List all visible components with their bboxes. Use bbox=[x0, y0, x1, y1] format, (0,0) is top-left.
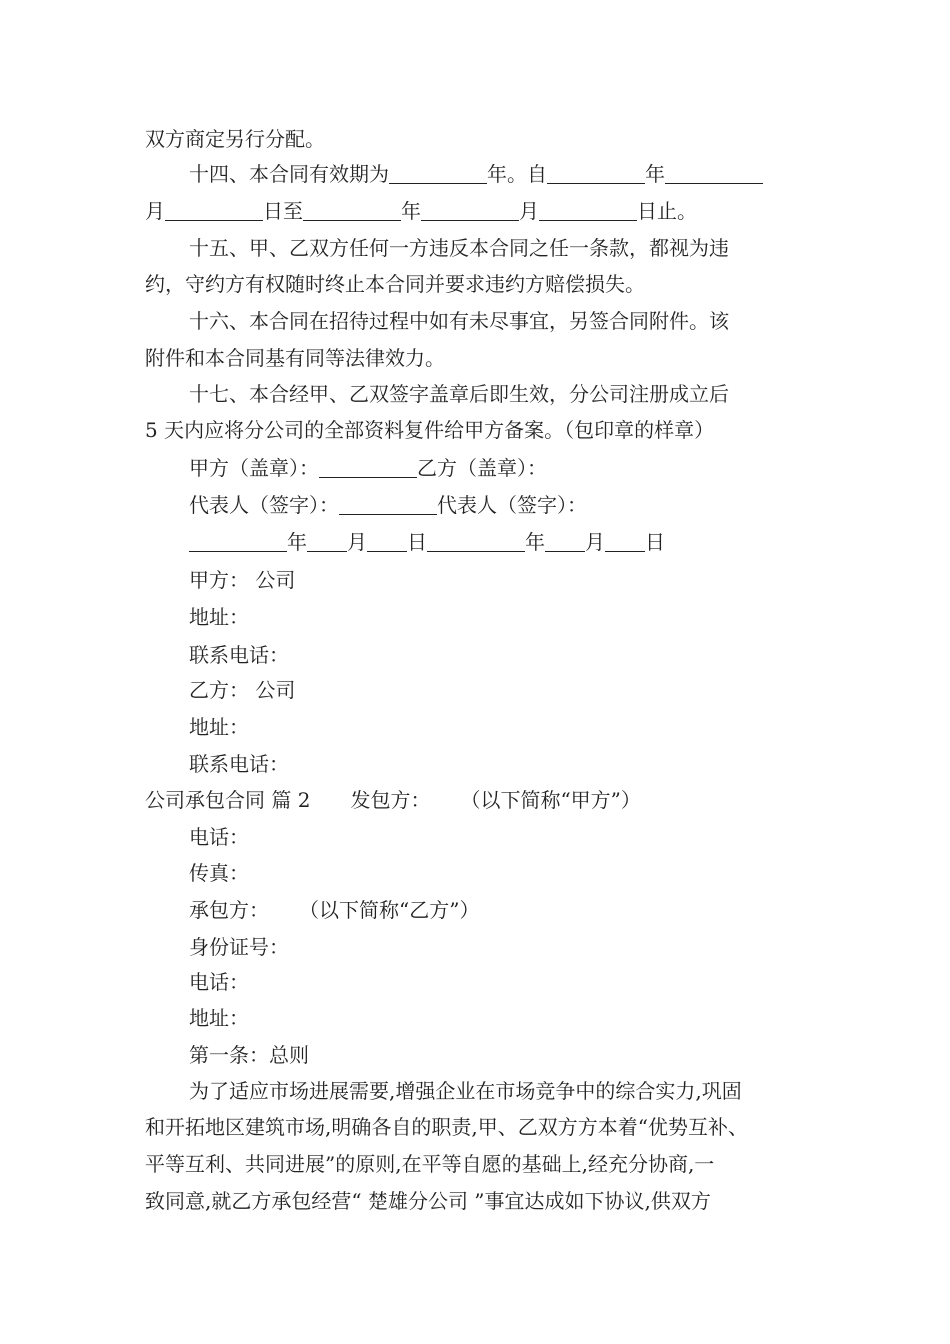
blank-underline bbox=[339, 494, 437, 515]
text: 地址： bbox=[189, 605, 249, 629]
text: 地址： bbox=[189, 715, 249, 739]
text: 联系电话： bbox=[189, 752, 289, 776]
text: 身份证号： bbox=[189, 935, 289, 959]
text: （以下简称“乙方”） bbox=[299, 898, 480, 922]
text: 代表人（签字）： bbox=[189, 493, 339, 517]
text: 乙方（盖章）： bbox=[417, 456, 547, 480]
text-line bbox=[189, 896, 859, 924]
text-line bbox=[189, 676, 859, 704]
blank-underline bbox=[545, 531, 585, 552]
text-line bbox=[145, 1113, 815, 1141]
section-heading-line bbox=[145, 786, 815, 814]
text: 和开拓地区建筑市场,明确各自的职责,甲、乙双方方本着“优势互补、 bbox=[145, 1115, 748, 1139]
text-line bbox=[145, 416, 815, 444]
text: 十七、本合经甲、乙双签字盖章后即生效，分公司注册成立后 bbox=[189, 382, 729, 406]
text: 甲方（盖章）： bbox=[189, 456, 319, 480]
text: 日至 bbox=[263, 199, 303, 223]
text-line bbox=[189, 750, 859, 778]
text-line bbox=[189, 823, 859, 851]
text: 为了适应市场进展需要,增强企业在市场竞争中的综合实力,巩固 bbox=[189, 1079, 742, 1103]
text: 年 bbox=[645, 162, 665, 186]
text: 十四、本合同有效期为 bbox=[189, 162, 389, 186]
blank-underline bbox=[539, 200, 637, 221]
text-line bbox=[189, 307, 859, 335]
text: 发包方： bbox=[350, 788, 431, 812]
blank-underline bbox=[421, 200, 519, 221]
date-line bbox=[189, 528, 859, 556]
text: 月 bbox=[585, 530, 605, 554]
text-line bbox=[189, 234, 859, 262]
text: （以下简称“甲方”） bbox=[460, 788, 641, 812]
text: 年。自 bbox=[487, 162, 547, 186]
text: 约，守约方有权随时终止本合同并要求违约方赔偿损失。 bbox=[145, 272, 645, 296]
blank-underline bbox=[367, 531, 407, 552]
text: 年 bbox=[287, 530, 307, 554]
text-line bbox=[189, 968, 859, 996]
text-line bbox=[189, 933, 859, 961]
text-line bbox=[145, 1187, 815, 1215]
text: 日 bbox=[407, 530, 427, 554]
text-line bbox=[189, 859, 859, 887]
text: 月 bbox=[347, 530, 367, 554]
text-line bbox=[189, 713, 859, 741]
section-heading: 公司承包合同 篇 2 bbox=[145, 788, 311, 812]
seal-line bbox=[189, 454, 859, 482]
text-line bbox=[189, 603, 859, 631]
blank-underline bbox=[605, 531, 645, 552]
text: 平等互利、共同进展”的原则,在平等自愿的基础上,经充分协商,一 bbox=[145, 1152, 715, 1176]
text: 日止。 bbox=[637, 199, 697, 223]
blank-underline bbox=[665, 163, 763, 184]
blank-underline bbox=[165, 200, 263, 221]
text: 乙方： 公司 bbox=[189, 678, 296, 702]
blank-underline bbox=[189, 531, 287, 552]
signature-line bbox=[189, 491, 859, 519]
text-line bbox=[145, 344, 815, 372]
text: 联系电话： bbox=[189, 643, 289, 667]
text-line bbox=[145, 1150, 815, 1178]
text: 日 bbox=[645, 530, 665, 554]
text: 电话： bbox=[189, 825, 249, 849]
blank-underline bbox=[389, 163, 487, 184]
text-line bbox=[189, 641, 859, 669]
text: 地址： bbox=[189, 1006, 249, 1030]
text: 传真： bbox=[189, 861, 249, 885]
text: 月 bbox=[519, 199, 539, 223]
text-line bbox=[189, 566, 859, 594]
text: 电话： bbox=[189, 970, 249, 994]
text-line bbox=[145, 270, 815, 298]
text-line bbox=[189, 1004, 859, 1032]
blank-underline bbox=[547, 163, 645, 184]
text: 双方商定另行分配。 bbox=[145, 127, 325, 151]
clause-14-line bbox=[189, 160, 859, 188]
text: 附件和本合同基有同等法律效力。 bbox=[145, 346, 445, 370]
blank-underline bbox=[319, 457, 417, 478]
text-line bbox=[189, 1077, 859, 1105]
text: 5 天内应将分公司的全部资料复件给甲方备案。（包印章的样章） bbox=[145, 418, 715, 442]
article-heading bbox=[189, 1041, 859, 1069]
blank-underline bbox=[303, 200, 401, 221]
text-line bbox=[145, 125, 815, 153]
text: 承包方： bbox=[189, 898, 269, 922]
text: 代表人（签字）： bbox=[437, 493, 587, 517]
text: 甲方： 公司 bbox=[189, 568, 296, 592]
text: 年 bbox=[401, 199, 421, 223]
text: 第一条：总则 bbox=[189, 1043, 309, 1067]
text: 月 bbox=[145, 199, 165, 223]
text-line bbox=[189, 380, 859, 408]
clause-14-dates-line bbox=[145, 197, 815, 225]
text: 十五、甲、乙双方任何一方违反本合同之任一条款，都视为违 bbox=[189, 236, 729, 260]
blank-underline bbox=[307, 531, 347, 552]
text: 致同意,就乙方承包经营“ 楚雄分公司 ”事宜达成如下协议,供双方 bbox=[145, 1189, 711, 1213]
text: 年 bbox=[525, 530, 545, 554]
text: 十六、本合同在招待过程中如有未尽事宜，另签合同附件。该 bbox=[189, 309, 729, 333]
blank-underline bbox=[427, 531, 525, 552]
